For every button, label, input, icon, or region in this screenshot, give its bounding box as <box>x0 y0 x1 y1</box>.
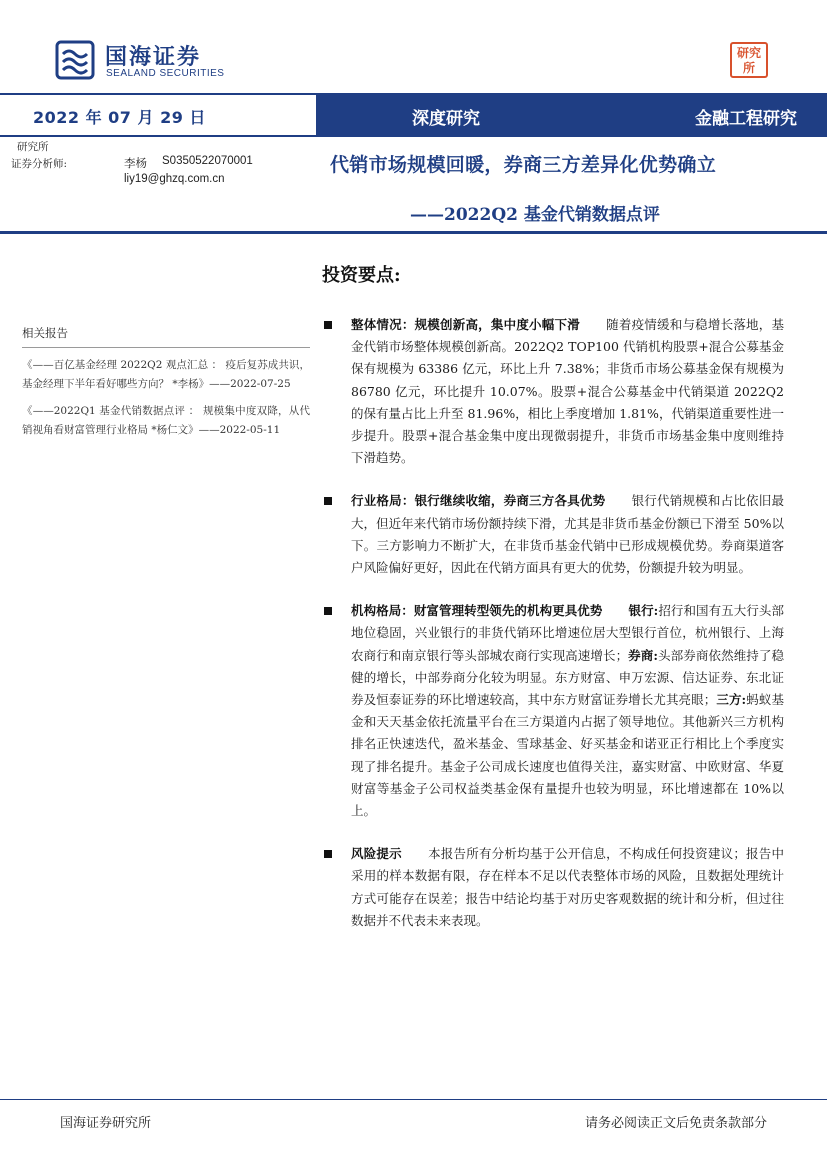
bullet-lead: 整体情况：规模创新高，集中度小幅下滑 <box>351 317 580 332</box>
related-reports <box>22 325 310 440</box>
bullet-lead: 机构格局：财富管理转型领先的机构更具优势 <box>351 603 603 619</box>
bullet-body-broker: 头部券商依然维持了稳健的增长，中部券商分化较为明显。东方财富、申万宏源、信达证券、东北证券及恒泰证券的环比增速较高，其中东方财富证券增长尤其亮眼； <box>351 647 784 708</box>
title-divider <box>0 231 827 234</box>
related-report-item[interactable]: 《——百亿基金经理 2022Q2 观点汇总 ： 疫后复苏成共识，基金经理下半年看好哪些方向？ *李杨》——2022-07-25 <box>22 359 310 390</box>
footer-divider <box>0 1099 827 1100</box>
bullet-overall <box>320 314 784 469</box>
bullet-square-icon <box>324 607 332 615</box>
institute-label: 研究所 <box>17 141 49 153</box>
analyst-email[interactable]: liy19@ghzq.com.cn <box>124 173 225 185</box>
research-seal <box>730 42 768 78</box>
bullet-square-icon <box>324 850 332 858</box>
seal-text: 研究所 <box>736 46 761 75</box>
section-heading: 投资要点: <box>322 265 401 286</box>
report-date: 2022 年 07 月 29 日 <box>33 108 206 127</box>
bullet-keyword-bank: 银行: <box>628 603 659 619</box>
bullet-keyword-thirdparty: 三方: <box>716 692 747 708</box>
bullet-industry <box>320 490 784 579</box>
sealand-logo-icon <box>55 40 95 80</box>
header-bar <box>0 93 827 137</box>
bullet-body: 银行代销规模和占比依旧最大，但近年来代销市场份额持续下滑，尤其是非货币基金份额已下滑至 50%以下。三方影响力不断扩大，在非货币基金代销中已形成规模优势。券商渠道客户风险偏好更好，因此在代销方面具有更大的优势，份额提升较为明显。 <box>351 493 784 576</box>
company-logo <box>55 40 235 82</box>
analyst-role: 证券分析师: <box>11 158 68 170</box>
bullet-square-icon <box>324 497 332 505</box>
brand-name-cn: 国海证券 <box>105 45 202 70</box>
bullet-institutions <box>320 600 784 822</box>
bullet-body-thirdparty: 蚂蚁基金和天天基金依托流量平台在三方渠道内占据了领导地位。其他新兴三方机构排名正快速迭代，盈米基金、雪球基金、好买基金和诺亚正行相比上个季度实现了排名提升。基金子公司成长速度也值得关注，嘉实财富、中欧财富、华夏财富等基金子公司权益类基金保有量提升也较为明显，环比增速都在 10%以上。 <box>351 692 784 819</box>
bullet-body-bank: 招行和国有五大行头部地位稳固，兴业银行的非货代销环比增速位居大型银行首位，杭州银行、上海农商行和南京银行等头部城农商行实现高速增长； <box>351 603 784 663</box>
bullet-body: 本报告所有分析均基于公开信息，不构成任何投资建议；报告中采用的样本数据有限，存在样本不足以代表整体市场的风险，且数据处理统计方式可能存在误差；报告中结论均基于对历史客观数据的统计和分析，但过往数据并不代表未来表现。 <box>351 846 784 928</box>
key-points <box>320 314 784 953</box>
footer-disclaimer: 请务必阅读正文后免责条款部分 <box>584 1116 767 1131</box>
page-subtitle: ——2022Q2 基金代销数据点评 <box>410 205 660 225</box>
related-report-item[interactable]: 《——2022Q1 基金代销数据点评 ： 规模集中度双降，从代销视角看财富管理行业格局 *杨仁文》——2022-05-11 <box>22 405 310 436</box>
analyst-name: 李杨 <box>124 156 147 170</box>
bullet-lead: 风险提示 <box>351 846 402 862</box>
bullet-risk <box>320 843 784 932</box>
date-box <box>0 93 316 137</box>
analyst-cert: S0350522070001 <box>162 155 253 167</box>
department: 金融工程研究 <box>695 109 797 129</box>
page-title: 代销市场规模回暖，券商三方差异化优势确立 <box>330 154 717 176</box>
related-reports-heading: 相关报告 <box>22 325 310 348</box>
bullet-keyword-broker: 券商: <box>628 647 658 663</box>
brand-name-en: SEALAND SECURITIES <box>106 68 225 79</box>
bullet-body: 随着疫情缓和与稳增长落地，基金代销市场整体规模创新高。2022Q2 TOP100 代销机构股票+混合公募基金保有规模为 63386 亿元，环比上升 7.38%；非货币市场公募基金保有规模为 86780 亿元，环比提升 10.07%。股票+混合公募基金中代销渠道 2022Q2 的保有量占比上升至 81.96%，相比上季度增加 1.81%，代销渠道重要性进一步提升。股票+混合基金集中度出现微弱提升，非货币市场基金集中度则维持下滑趋势。 <box>351 317 784 466</box>
bullet-lead: 行业格局：银行继续收缩，券商三方各具优势 <box>351 493 606 509</box>
footer-institute: 国海证券研究所 <box>60 1116 152 1131</box>
report-type: 深度研究 <box>412 109 480 129</box>
bullet-square-icon <box>324 321 332 329</box>
